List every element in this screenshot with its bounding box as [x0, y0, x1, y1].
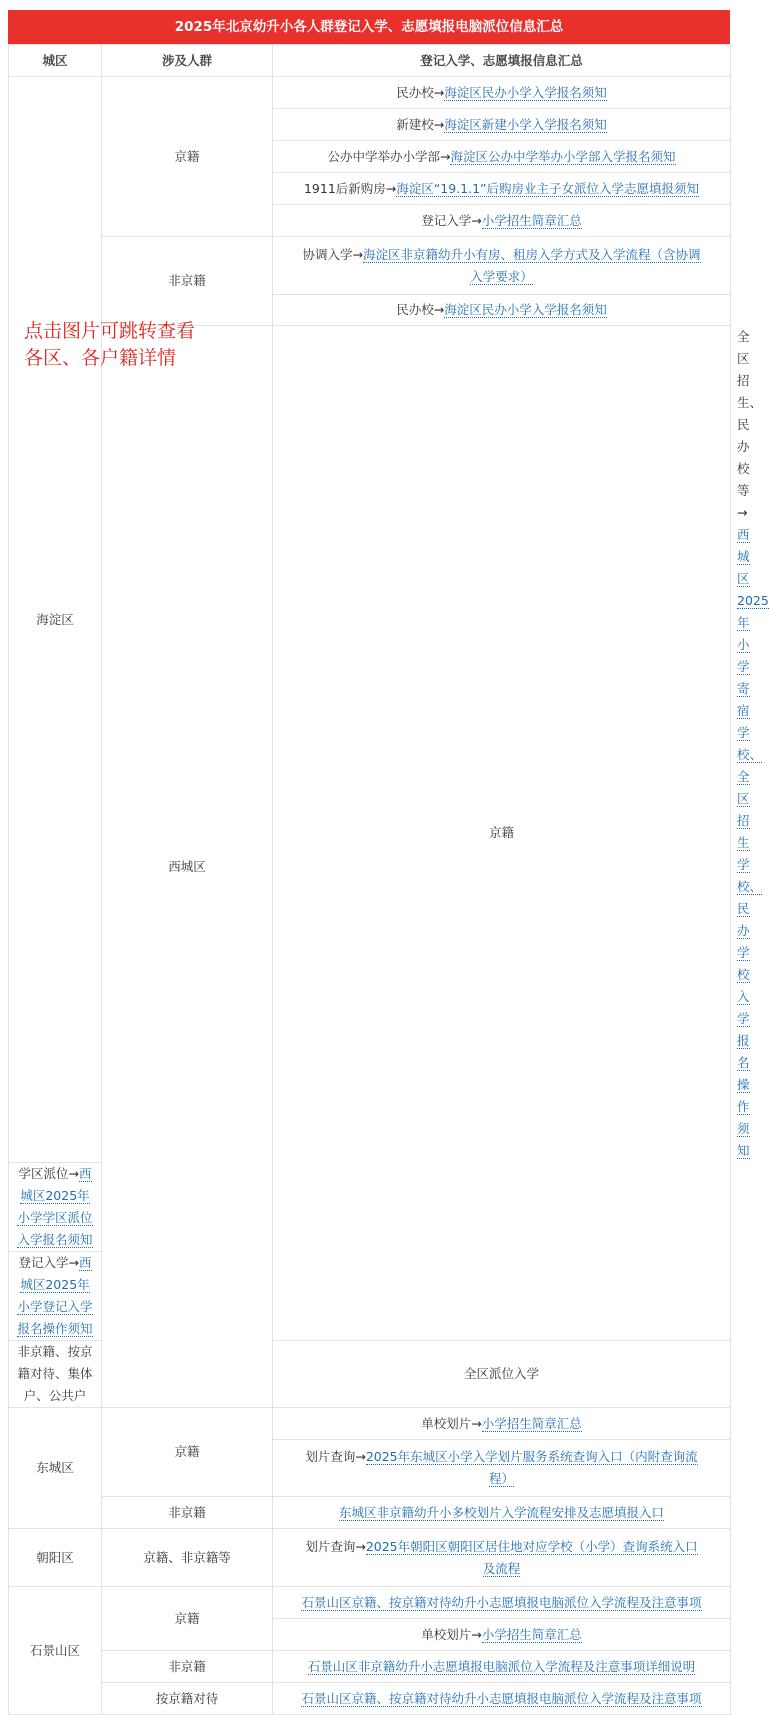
district-dongcheng: 东城区: [9, 1408, 102, 1529]
info-prefix: 民办校→: [396, 84, 445, 100]
info-link[interactable]: 办学校入学报名操作须知: [737, 923, 750, 1158]
info-link[interactable]: 2025年朝阳区朝阳区居住地对应学校（小学）查询系统入口: [365, 1538, 698, 1554]
info-prefix: 学区派位→: [18, 1166, 79, 1181]
header-district: 城区: [9, 45, 102, 77]
info-prefix: 协调入学→: [302, 246, 363, 262]
info-link[interactable]: 2025年东城区小学入学划片服务系统查询入口（内附查询流: [365, 1449, 698, 1464]
info-cell: [273, 295, 731, 326]
info-link[interactable]: 东城区非京籍幼升小多校划片入学流程安排及志愿填报入口: [338, 1504, 664, 1520]
table-title: 2025年北京幼升小各人群登记入学、志愿填报电脑派位信息汇总: [8, 10, 730, 44]
info-link[interactable]: 海淀区“19.1.1”后购房业主子女派位入学志愿填报须知: [396, 180, 699, 196]
table-row: [9, 326, 731, 1163]
info-cell: [273, 1683, 731, 1715]
info-prefix: 单校划片→: [421, 1415, 482, 1431]
info-link[interactable]: 海淀区民办小学入学报名须知: [444, 84, 607, 100]
district-xicheng: 西城区: [102, 326, 273, 1408]
info-link[interactable]: 及流程: [482, 1560, 521, 1576]
info-cell: [9, 1163, 102, 1252]
click-hint-overlay[interactable]: [24, 318, 195, 372]
info-summary-card: [8, 10, 769, 1715]
info-link[interactable]: 程）: [488, 1471, 514, 1486]
info-prefix: 登记入学→: [18, 1255, 79, 1270]
info-prefix: 公办中学举办小学部→: [327, 148, 451, 164]
info-cell: [273, 1619, 731, 1651]
info-cell: [273, 1408, 731, 1440]
info-cell: [273, 205, 731, 237]
district-chaoyang: 朝阳区: [9, 1529, 102, 1587]
district-shijingshan: 石景山区: [9, 1587, 102, 1715]
info-cell: [273, 1587, 731, 1619]
info-cell: [273, 237, 731, 295]
table-row: [9, 237, 731, 295]
header-row: [9, 45, 731, 77]
info-link[interactable]: 西城区2025年小学寄宿学校、全区招生学校、民: [737, 527, 769, 916]
header-group: 涉及人群: [102, 45, 273, 77]
group-dongcheng-feijingji: 非京籍: [102, 1497, 273, 1529]
info-link[interactable]: 海淀区民办小学入学报名须知: [444, 302, 607, 317]
info-cell: [273, 1651, 731, 1683]
info-cell: [273, 109, 731, 141]
info-link[interactable]: 西城区2025年小学登记入学报名操作须知: [17, 1255, 93, 1336]
group-haidian-feijingji: 非京籍: [102, 237, 273, 326]
info-prefix: 民办校→: [396, 302, 445, 317]
info-cell: [9, 1252, 102, 1341]
info-cell: [273, 1529, 731, 1587]
info-prefix: 登记入学→: [421, 212, 482, 228]
group-chaoyang: 京籍、非京籍等: [102, 1529, 273, 1587]
hint-line-1: 点击图片可跳转查看: [24, 320, 196, 342]
info-link[interactable]: 小学招生简章汇总: [481, 1626, 582, 1642]
info-link[interactable]: 石景山区京籍、按京籍对待幼升小志愿填报电脑派位入学流程及注意事项: [301, 1690, 702, 1706]
table-row: [9, 1651, 731, 1683]
info-link[interactable]: 海淀区公办中学举办小学部入学报名须知: [450, 148, 676, 164]
info-link[interactable]: 海淀区非京籍幼升小有房、租房入学方式及入学流程（含协调: [362, 246, 701, 262]
info-link[interactable]: 石景山区京籍、按京籍对待幼升小志愿填报电脑派位入学流程及注意事项: [301, 1594, 702, 1610]
info-link[interactable]: 石景山区非京籍幼升小志愿填报电脑派位入学流程及注意事项详细说明: [307, 1658, 696, 1674]
info-cell: 全区派位入学: [273, 1341, 731, 1408]
table-row: [9, 77, 731, 109]
info-link[interactable]: 小学招生简章汇总: [481, 1415, 582, 1431]
group-haidian-jingji: 京籍: [102, 77, 273, 237]
info-link[interactable]: 海淀区新建小学入学报名须知: [444, 116, 607, 132]
hint-line-2: 各区、各户籍详情: [24, 347, 177, 369]
info-cell: [273, 141, 731, 173]
info-cell: [273, 173, 731, 205]
table-row: [9, 1497, 731, 1529]
table-row: [9, 1408, 731, 1440]
info-link[interactable]: 小学招生简章汇总: [481, 212, 582, 228]
table-row: [9, 1683, 731, 1715]
info-prefix: 1911后新购房→: [303, 180, 397, 196]
table-row: [9, 1529, 731, 1587]
group-shijingshan-anjingji: 按京籍对待: [102, 1683, 273, 1715]
info-link[interactable]: 西城区2025年小学学区派位入学报名须知: [17, 1166, 93, 1247]
group-dongcheng-jingji: 京籍: [102, 1408, 273, 1497]
info-prefix: 划片查询→: [305, 1449, 366, 1464]
group-shijingshan-jingji: 京籍: [102, 1587, 273, 1651]
info-cell: [273, 77, 731, 109]
info-table: [8, 44, 769, 1715]
table-row: [9, 1587, 731, 1619]
info-cell: [273, 1497, 731, 1529]
district-haidian: 海淀区: [9, 77, 102, 1163]
info-link[interactable]: 入学要求）: [470, 268, 533, 284]
info-prefix: 单校划片→: [421, 1626, 482, 1642]
group-shijingshan-feijingji: 非京籍: [102, 1651, 273, 1683]
info-cell: [273, 1440, 731, 1497]
group-xicheng-jingji: 京籍: [273, 326, 731, 1341]
info-prefix: 新建校→: [396, 116, 445, 132]
header-info: 登记入学、志愿填报信息汇总: [273, 45, 731, 77]
group-xicheng-other: 非京籍、按京籍对待、集体户、公共户: [9, 1341, 102, 1408]
info-prefix: 全区招生、民办校等→: [737, 329, 763, 520]
info-prefix: 划片查询→: [305, 1538, 366, 1554]
